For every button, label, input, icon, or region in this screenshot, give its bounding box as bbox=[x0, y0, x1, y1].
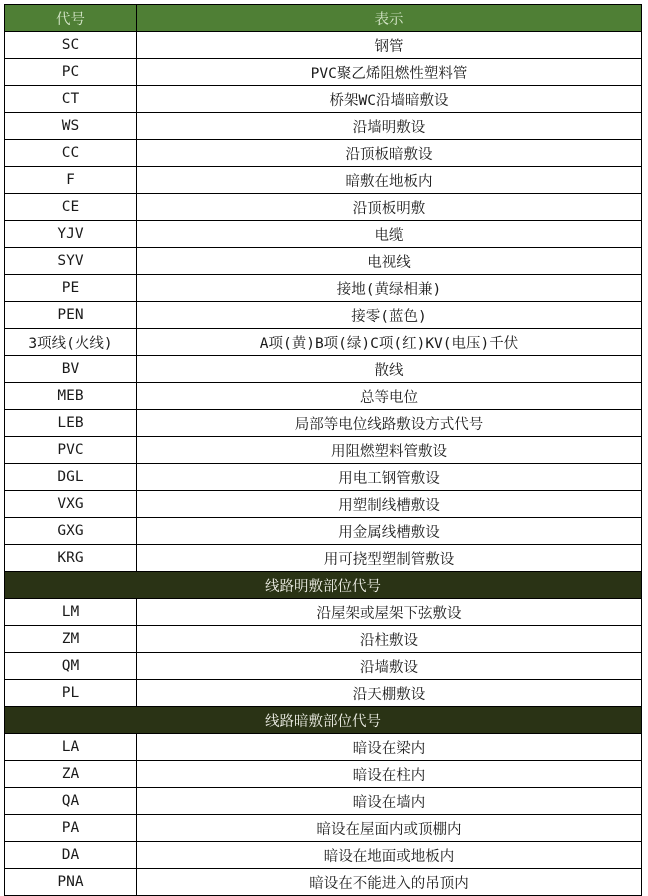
section-title-exposed: 线路明敷部位代号 bbox=[5, 572, 642, 599]
cell-meaning: 钢管 bbox=[137, 32, 642, 59]
cell-code: SC bbox=[5, 32, 137, 59]
table-body-exposed bbox=[5, 599, 642, 707]
cell-meaning: 沿墙敷设 bbox=[137, 653, 642, 680]
table-row bbox=[5, 437, 642, 464]
cell-code: PNA bbox=[5, 869, 137, 896]
cell-code: PVC bbox=[5, 437, 137, 464]
table-row bbox=[5, 410, 642, 437]
header-code: 代号 bbox=[5, 5, 137, 32]
cell-meaning: 暗设在梁内 bbox=[137, 734, 642, 761]
cell-meaning: 暗设在墙内 bbox=[137, 788, 642, 815]
cell-code: DGL bbox=[5, 464, 137, 491]
table-row bbox=[5, 221, 642, 248]
cell-code: ZA bbox=[5, 761, 137, 788]
table-row bbox=[5, 383, 642, 410]
table-row bbox=[5, 356, 642, 383]
cell-code: GXG bbox=[5, 518, 137, 545]
code-table bbox=[4, 4, 642, 896]
cell-code: QM bbox=[5, 653, 137, 680]
cell-code: YJV bbox=[5, 221, 137, 248]
section-exposed bbox=[5, 572, 642, 599]
table-row bbox=[5, 842, 642, 869]
cell-meaning: 用可挠型塑制管敷设 bbox=[137, 545, 642, 572]
cell-code: CT bbox=[5, 86, 137, 113]
table-row bbox=[5, 194, 642, 221]
cell-code: LA bbox=[5, 734, 137, 761]
cell-code: KRG bbox=[5, 545, 137, 572]
cell-code: PEN bbox=[5, 302, 137, 329]
section-concealed bbox=[5, 707, 642, 734]
table-row bbox=[5, 788, 642, 815]
cell-meaning: 接地(黄绿相兼) bbox=[137, 275, 642, 302]
cell-meaning: 沿顶板明敷 bbox=[137, 194, 642, 221]
cell-meaning: 暗设在地面或地板内 bbox=[137, 842, 642, 869]
cell-code: BV bbox=[5, 356, 137, 383]
table-row bbox=[5, 761, 642, 788]
cell-code: PL bbox=[5, 680, 137, 707]
cell-meaning: 暗设在屋面内或顶棚内 bbox=[137, 815, 642, 842]
cell-meaning: 沿墙明敷设 bbox=[137, 113, 642, 140]
table-body-general bbox=[5, 32, 642, 572]
cell-meaning: 用阻燃塑料管敷设 bbox=[137, 437, 642, 464]
section-header-row bbox=[5, 707, 642, 734]
cell-meaning: 电缆 bbox=[137, 221, 642, 248]
header-meaning: 表示 bbox=[137, 5, 642, 32]
cell-meaning: 局部等电位线路敷设方式代号 bbox=[137, 410, 642, 437]
cell-code: PE bbox=[5, 275, 137, 302]
table-row bbox=[5, 815, 642, 842]
cell-code: F bbox=[5, 167, 137, 194]
table-row bbox=[5, 734, 642, 761]
cell-code: VXG bbox=[5, 491, 137, 518]
cell-meaning: 暗设在不能进入的吊顶内 bbox=[137, 869, 642, 896]
cell-code: LM bbox=[5, 599, 137, 626]
table-row bbox=[5, 59, 642, 86]
section-title-concealed: 线路暗敷部位代号 bbox=[5, 707, 642, 734]
cell-meaning: 接零(蓝色) bbox=[137, 302, 642, 329]
cell-code: SYV bbox=[5, 248, 137, 275]
cell-meaning: 沿柱敷设 bbox=[137, 626, 642, 653]
table-row bbox=[5, 302, 642, 329]
table-row bbox=[5, 248, 642, 275]
cell-meaning: 沿屋架或屋架下弦敷设 bbox=[137, 599, 642, 626]
table-row bbox=[5, 491, 642, 518]
cell-meaning: 用金属线槽敷设 bbox=[137, 518, 642, 545]
table-row bbox=[5, 464, 642, 491]
table-row bbox=[5, 518, 642, 545]
cell-meaning: 暗设在柱内 bbox=[137, 761, 642, 788]
table-row bbox=[5, 140, 642, 167]
cell-meaning: 散线 bbox=[137, 356, 642, 383]
cell-meaning: 用电工钢管敷设 bbox=[137, 464, 642, 491]
cell-code: QA bbox=[5, 788, 137, 815]
table-row bbox=[5, 32, 642, 59]
section-header-row bbox=[5, 572, 642, 599]
cell-meaning: 总等电位 bbox=[137, 383, 642, 410]
table-row bbox=[5, 653, 642, 680]
cell-code: CC bbox=[5, 140, 137, 167]
cell-code: PC bbox=[5, 59, 137, 86]
cell-code: WS bbox=[5, 113, 137, 140]
table-row bbox=[5, 869, 642, 896]
cell-code: ZM bbox=[5, 626, 137, 653]
cell-meaning: A项(黄)B项(绿)C项(红)KV(电压)千伏 bbox=[137, 329, 642, 356]
table-row bbox=[5, 680, 642, 707]
table-row bbox=[5, 329, 642, 356]
cell-meaning: 沿天棚敷设 bbox=[137, 680, 642, 707]
cell-meaning: PVC聚乙烯阻燃性塑料管 bbox=[137, 59, 642, 86]
table-row bbox=[5, 545, 642, 572]
code-table-container bbox=[4, 4, 641, 896]
table-row bbox=[5, 599, 642, 626]
table-body-concealed bbox=[5, 734, 642, 896]
table-row bbox=[5, 86, 642, 113]
table-header-row bbox=[5, 5, 642, 32]
cell-code: LEB bbox=[5, 410, 137, 437]
cell-code: 3项线(火线) bbox=[5, 329, 137, 356]
table-row bbox=[5, 167, 642, 194]
table-row bbox=[5, 113, 642, 140]
table-row bbox=[5, 626, 642, 653]
cell-code: PA bbox=[5, 815, 137, 842]
cell-code: DA bbox=[5, 842, 137, 869]
cell-code: MEB bbox=[5, 383, 137, 410]
cell-meaning: 电视线 bbox=[137, 248, 642, 275]
cell-code: CE bbox=[5, 194, 137, 221]
cell-meaning: 桥架WC沿墙暗敷设 bbox=[137, 86, 642, 113]
cell-meaning: 用塑制线槽敷设 bbox=[137, 491, 642, 518]
table-row bbox=[5, 275, 642, 302]
cell-meaning: 暗敷在地板内 bbox=[137, 167, 642, 194]
cell-meaning: 沿顶板暗敷设 bbox=[137, 140, 642, 167]
